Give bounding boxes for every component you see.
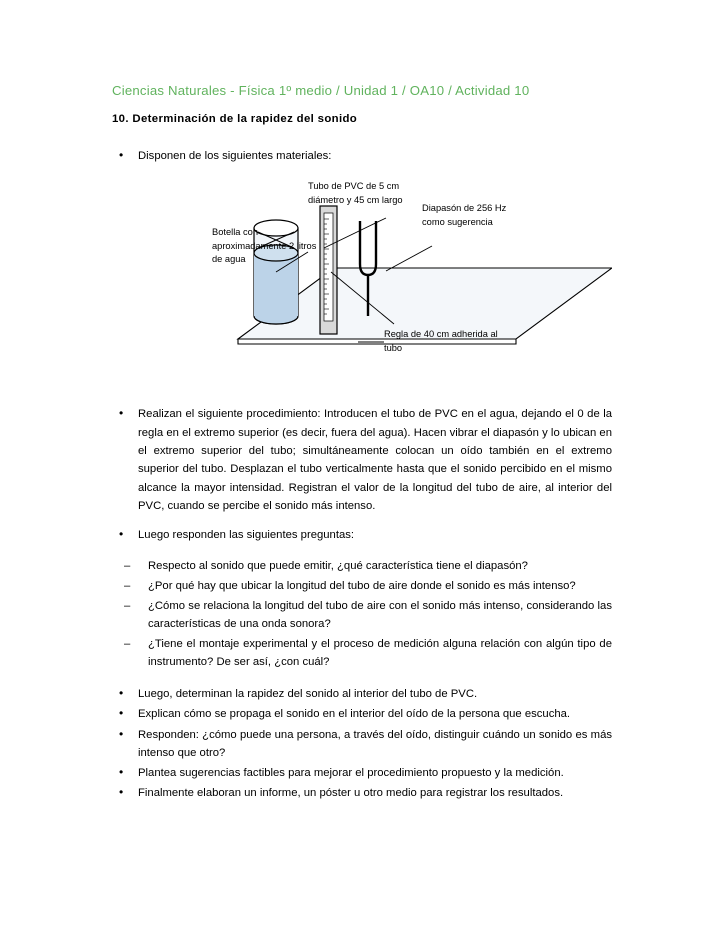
- activity-bullet-list-closing: [112, 685, 612, 803]
- document-content: [112, 82, 612, 805]
- bullet-materials-intro-text: Disponen de los siguientes materiales:: [138, 150, 332, 163]
- figure-label-tuning-fork: Diapasón de 256 Hz como sugerencia: [422, 203, 507, 227]
- activity-bullet-list-procedure: [112, 405, 612, 544]
- list-item-question: [112, 577, 612, 595]
- page-title: 10. Determinación de la rapidez del sonido: [112, 113, 358, 126]
- figure-label-pvc-tube: Tubo de PVC de 5 cm diámetro y 45 cm largo: [308, 181, 403, 205]
- question-text: ¿Tiene el montaje experimental y el proceso de medición alguna relación con algún tipo de instrumento? De ser así, ¿con cuál?: [148, 637, 612, 668]
- bullet-determine-speed-text: Luego, determinan la rapidez del sonido al interior del tubo de PVC.: [138, 687, 478, 700]
- questions-list: [112, 557, 612, 671]
- bullet-materials-intro: [112, 147, 612, 165]
- bullet-suggestions-text: Plantea sugerencias factibles para mejorar el procedimiento propuesto y la medición.: [138, 767, 564, 780]
- bullet-final-report-text: Finalmente elaboran un informe, un póster u otro medio para registrar los resultados.: [138, 787, 564, 800]
- bullet-respond-distinguish-text: Responden: ¿cómo puede una persona, a través del oído, distinguir cuándo un sonido es más intenso que otro?: [138, 728, 612, 759]
- question-text: ¿Cómo se relaciona la longitud del tubo de aire con el sonido más intenso, considerando las características de una onda sonora?: [148, 599, 612, 630]
- bullet-explain-ear-text: Explican cómo se propaga el sonido en el interior del oído de la persona que escucha.: [138, 708, 571, 721]
- list-item-question: [112, 557, 612, 575]
- experiment-diagram-svg: [112, 176, 612, 391]
- breadcrumb: Ciencias Naturales - Física 1º medio / Unidad 1 / OA10 / Actividad 10: [112, 83, 530, 98]
- figure-label-water-bottle: Botella con aproximadamente 2 litros de agua: [212, 227, 317, 265]
- question-text: Respecto al sonido que puede emitir, ¿qué característica tiene el diapasón?: [148, 559, 528, 572]
- list-item-question: [112, 597, 612, 633]
- list-item-question: [112, 635, 612, 671]
- bullet-explain-ear: [112, 705, 612, 723]
- question-text: ¿Por qué hay que ubicar la longitud del tubo de aire donde el sonido es más intenso?: [148, 579, 576, 592]
- bullet-procedure: [112, 405, 612, 515]
- bullet-suggestions: [112, 764, 612, 782]
- bullet-final-report: [112, 784, 612, 802]
- bullet-procedure-text: Realizan el siguiente procedimiento: Introducen el tubo de PVC en el agua, dejando el 0 de la regla en el extremo superior (es decir, fuera del agua). Hacen vibrar el diapasón y lo ubican en el extremo superior del tubo; simultáneamente colocan un oído también en el extremo superior del tubo. Desplazan el tubo verticalmente hasta que el sonido percibido en el mismo alcance la mayor intensidad. Registran el valor de la longitud del tubo de aire, al interior del PVC, cuando se percibe el sonido más intenso.: [138, 408, 612, 512]
- bullet-determine-speed: [112, 685, 612, 703]
- figure-label-ruler: Regla de 40 cm adherida al tubo: [384, 329, 498, 353]
- activity-bullet-list-top: [112, 147, 612, 165]
- experiment-diagram: [112, 176, 612, 391]
- bullet-questions-intro-text: Luego responden las siguientes preguntas:: [138, 529, 355, 542]
- bullet-respond-distinguish: [112, 726, 612, 763]
- bullet-questions-intro: [112, 526, 612, 544]
